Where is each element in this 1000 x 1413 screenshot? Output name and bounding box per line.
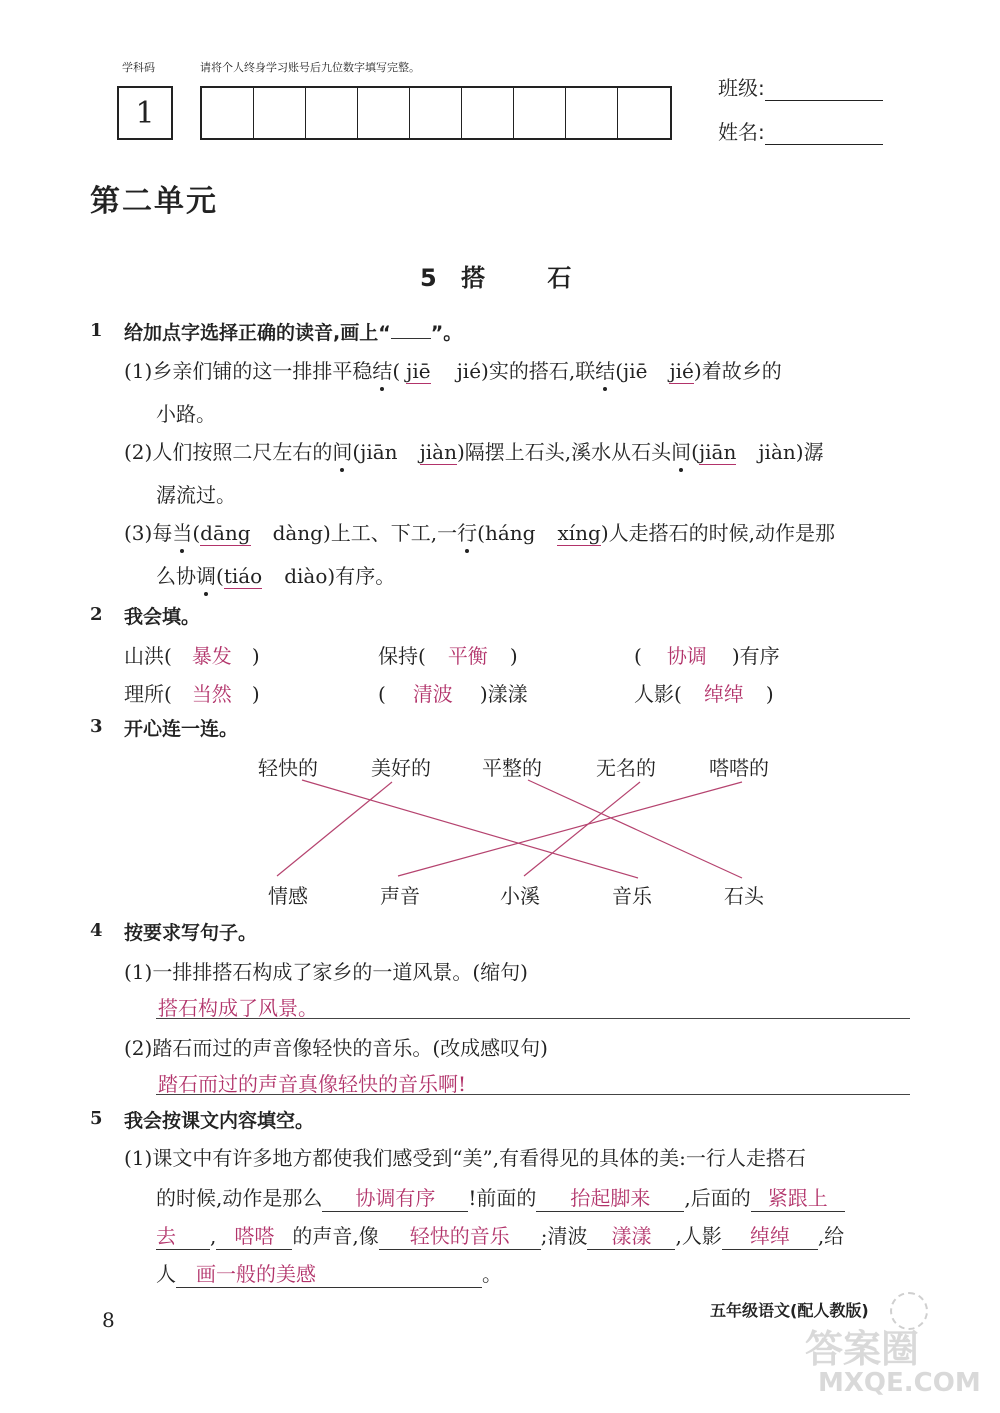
- pinyin-option[interactable]: dàng: [272, 521, 323, 545]
- q1-sentence-1: (1)乡亲们铺的这一排排平稳结( jiē jié)实的搭石,联结(jiē jié)着故乡的: [124, 359, 782, 383]
- question-number: 1: [90, 320, 103, 341]
- q1-sentence-2: (2)人们按照二尺左右的间(jiān jiàn)隔摆上石头,溪水从石头间(jiān jiàn)潺: [124, 440, 824, 464]
- fill-answer[interactable]: 平衡: [447, 644, 488, 668]
- q5-blank[interactable]: 轻快的音乐: [379, 1220, 541, 1250]
- q5-blank[interactable]: 去: [156, 1220, 210, 1250]
- match-bottom-item[interactable]: 情感: [268, 884, 308, 908]
- match-line: [398, 782, 742, 876]
- pinyin-option[interactable]: háng: [484, 521, 536, 545]
- dotted-char: 间: [332, 440, 353, 464]
- q5-blank[interactable]: 画一般的美感: [176, 1258, 482, 1288]
- fill-answer[interactable]: 绰绰: [703, 682, 744, 706]
- account-instruction: 请将个人终身学习账号后九位数字填写完整。: [200, 61, 420, 74]
- match-line: [302, 780, 638, 878]
- answer-line[interactable]: [156, 1068, 910, 1095]
- q4-prompt-1: (1)一排排搭石构成了家乡的一道风景。(缩句): [124, 960, 528, 984]
- match-line: [277, 782, 392, 876]
- lesson-title-char-1: 搭: [461, 264, 486, 292]
- answer-line[interactable]: [156, 992, 910, 1019]
- q1-sentence-2-cont: 潺流过。: [156, 483, 236, 507]
- fill-answer[interactable]: 当然: [191, 682, 232, 706]
- fill-item: 人影( 绰绰 ): [634, 678, 774, 707]
- dotted-char: 调: [196, 564, 216, 588]
- class-label: 班级:: [718, 76, 765, 100]
- pinyin-option[interactable]: jié: [456, 359, 482, 383]
- q4-answer-2: 踏石而过的声音真像轻快的音乐啊!: [158, 1072, 467, 1096]
- q5-blank[interactable]: 漾漾: [587, 1220, 675, 1250]
- match-bottom-item[interactable]: 小溪: [500, 884, 540, 908]
- fill-item: ( 协调 )有序: [634, 640, 780, 669]
- watermark-logo-text: 答案圈: [805, 1327, 920, 1371]
- match-bottom-item[interactable]: 石头: [724, 884, 764, 908]
- question-number: 2: [90, 604, 103, 625]
- q1-title-end: ”。: [430, 322, 463, 344]
- question-title: 我会填。: [124, 606, 201, 628]
- match-bottom-item[interactable]: 声音: [380, 884, 420, 908]
- question-title: 我会按课文内容填空。: [124, 1110, 315, 1132]
- match-top-item[interactable]: 无名的: [596, 756, 656, 780]
- dotted-char: 结: [372, 359, 393, 383]
- pinyin-option-selected[interactable]: jié: [669, 359, 694, 383]
- match-top-item[interactable]: 轻快的: [258, 756, 318, 780]
- fill-item: 山洪( 暴发 ): [124, 640, 260, 669]
- fill-answer[interactable]: 清波: [412, 682, 453, 706]
- q5-blank[interactable]: 紧跟上: [751, 1182, 845, 1212]
- match-top-item[interactable]: 平整的: [482, 756, 542, 780]
- q5-line-2: 的时候,动作是那么 协调有序 !前面的 抬起脚来 ,后面的 紧跟上: [156, 1182, 845, 1212]
- fill-item: ( 清波 )漾漾: [378, 678, 528, 707]
- pinyin-option-selected[interactable]: tiáo: [223, 564, 263, 588]
- dotted-char: 结: [595, 359, 616, 383]
- fill-item: 保持( 平衡 ): [378, 640, 518, 669]
- pinyin-option-selected[interactable]: xíng: [557, 521, 601, 545]
- q4-prompt-2: (2)踏石而过的声音像轻快的音乐。(改成感叹句): [124, 1036, 548, 1060]
- question-number: 3: [90, 716, 103, 737]
- match-line: [528, 780, 742, 878]
- q5-blank[interactable]: 绰绰: [722, 1220, 818, 1250]
- lesson-number: 5: [420, 264, 437, 292]
- subject-code-label: 学科码: [122, 61, 155, 74]
- book-title: 五年级语文(配人教版): [710, 1301, 869, 1320]
- match-bottom-item[interactable]: 音乐: [612, 884, 652, 908]
- subject-code-value: 1: [135, 95, 155, 131]
- question-number: 4: [90, 920, 103, 941]
- q5-blank[interactable]: 嗒嗒: [216, 1220, 292, 1250]
- question-number: 5: [90, 1108, 103, 1129]
- q5-line-3: 去 , 嗒嗒 的声音,像 轻快的音乐 ;清波 漾漾 ,人影 绰绰 ,给: [156, 1220, 844, 1250]
- q4-answer-1: 搭石构成了风景。: [158, 996, 318, 1020]
- match-top-item[interactable]: 美好的: [371, 756, 431, 780]
- q5-blank[interactable]: 协调有序: [322, 1182, 468, 1212]
- pinyin-option[interactable]: jiē: [623, 359, 648, 383]
- dotted-char: 间: [671, 440, 692, 464]
- q1-title-text: 给加点字选择正确的读音,画上“: [124, 322, 391, 344]
- dotted-char: 行: [457, 521, 478, 545]
- question-title: 按要求写句子。: [124, 922, 258, 944]
- match-top-item[interactable]: 嗒嗒的: [709, 756, 769, 780]
- pinyin-option-selected[interactable]: jiē: [406, 359, 431, 383]
- dotted-char: 当: [172, 521, 193, 545]
- pinyin-option[interactable]: jiàn: [758, 440, 796, 464]
- pinyin-option-selected[interactable]: dāng: [200, 521, 251, 545]
- q5-line-1: (1)课文中有许多地方都使我们感受到“美”,有看得见的具体的美:一行人走搭石: [124, 1146, 806, 1170]
- q1-sentence-3-cont: 么协调(tiáo diào)有序。: [156, 564, 396, 588]
- page-number: 8: [102, 1308, 115, 1332]
- watermark-url: MXQE.COM: [818, 1368, 981, 1398]
- unit-title: 第二单元: [90, 184, 218, 219]
- q5-blank[interactable]: 抬起脚来: [536, 1182, 684, 1212]
- q1-sentence-1-cont: 小路。: [156, 402, 216, 426]
- pinyin-option[interactable]: diào: [284, 564, 328, 588]
- q1-sentence-3: (3)每当(dāng dàng)上工、下工,一行(háng xíng)人走搭石的时候,动作是那: [124, 521, 836, 545]
- lesson-title-char-2: 石: [547, 264, 572, 292]
- fill-item: 理所( 当然 ): [124, 678, 260, 707]
- question-title: 开心连一连。: [124, 718, 239, 740]
- pinyin-option[interactable]: jiān: [360, 440, 398, 464]
- name-label: 姓名:: [718, 120, 765, 144]
- pinyin-option-selected[interactable]: jiān: [698, 440, 737, 464]
- fill-answer[interactable]: 协调: [666, 644, 707, 668]
- q5-line-4: 人 画一般的美感 。: [156, 1258, 502, 1288]
- pinyin-option-selected[interactable]: jiàn: [419, 440, 457, 464]
- fill-answer[interactable]: 暴发: [191, 644, 232, 668]
